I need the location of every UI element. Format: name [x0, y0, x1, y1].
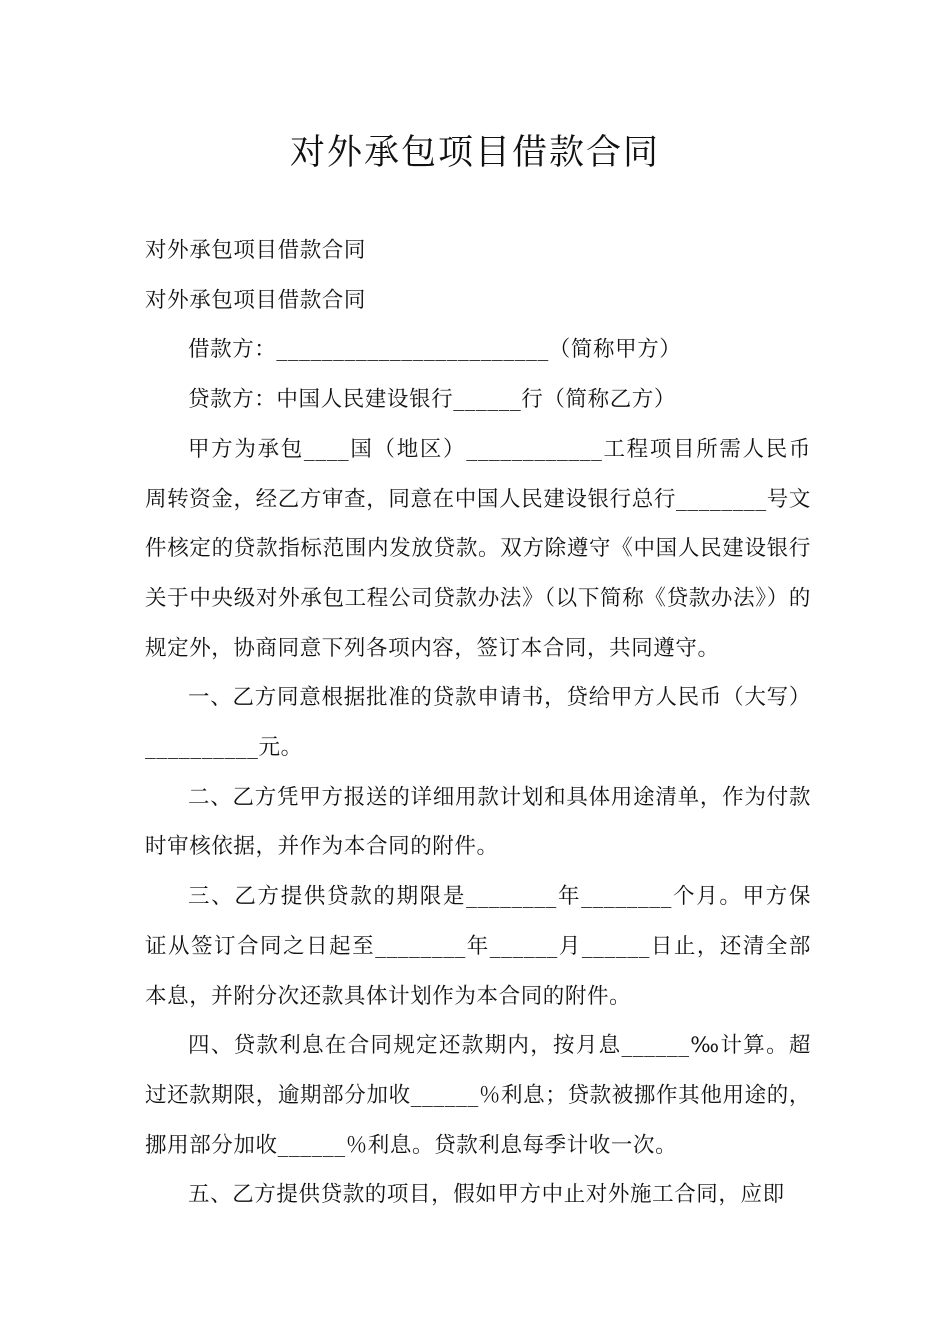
clause-5: 五、乙方提供贷款的项目，假如甲方中止对外施工合同，应即 [188, 1182, 785, 1208]
clause-3: 三、乙方提供贷款的期限是________年________个月。甲方保证从签订合同之日起至________年______月______日止，还清全部本息，并附分次还款具体计划作为本合同的附件。 [145, 884, 811, 1009]
clause-2: 二、乙方凭甲方报送的详细用款计划和具体用途清单，作为付款时审核依据，并作为本合同的附件。 [145, 784, 811, 860]
document-body [145, 226, 811, 1220]
subtitle-line-2: 对外承包项目借款合同 [145, 287, 367, 313]
clause-1: 一、乙方同意根据批准的贷款申请书，贷给甲方人民币（大写）__________元。 [145, 685, 811, 761]
document-title: 对外承包项目借款合同 [289, 133, 660, 173]
lender-line: 贷款方：中国人民建设银行______行（简称乙方） [188, 387, 677, 413]
preamble-paragraph: 甲方为承包____国（地区）____________工程项目所需人民币周转资金，经乙方审查，同意在中国人民建设银行总行________号文件核定的贷款指标范围内发放贷款。双方除遵守《中国人民建设银行关于中央级对外承包工程公司贷款办法》（以下简称《贷款办法》）的规定外，协商同意下列各项内容，签订本合同，共同遵守。 [145, 436, 811, 661]
borrower-line: 借款方：________________________（简称甲方） [188, 337, 682, 363]
clause-4: 四、贷款利息在合同规定还款期内，按月息______‰计算。超过还款期限，逾期部分加收______％利息；贷款被挪作其他用途的，挪用部分加收______％利息。贷款利息每季计收一次。 [145, 1033, 811, 1158]
subtitle-line-1: 对外承包项目借款合同 [145, 238, 367, 263]
